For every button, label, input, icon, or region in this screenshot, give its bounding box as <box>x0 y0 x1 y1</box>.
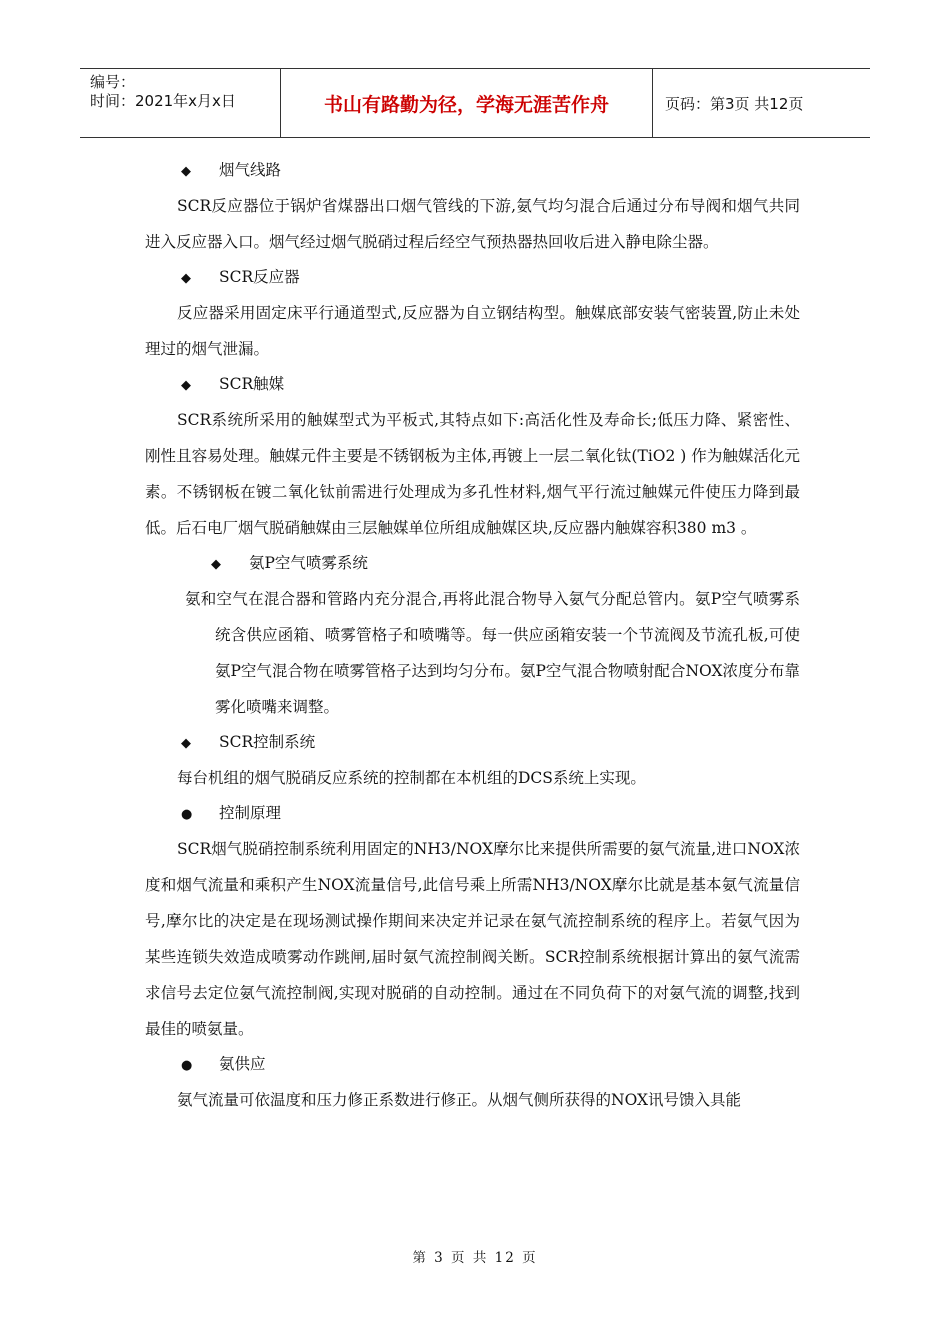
diamond-bullet-icon: ◆ <box>181 736 191 751</box>
heading-text: SCR控制系统 <box>219 733 316 751</box>
heading-text: SCR触媒 <box>219 375 285 393</box>
paragraph: SCR系统所采用的触媒型式为平板式,其特点如下:高活化性及寿命长;低压力降、紧密性、刚性且容易处理。触媒元件主要是不锈钢板为主体,再镀上一层二氧化钛(TiO2 ) 作为触媒活化元素。不锈钢板在镀二氧化钛前需进行处理成为多孔性材料,烟气平行流过触媒元件使压力降到最低。后石电厂烟气脱硝触媒由三层触媒单位所组成触媒区块,反应器内触媒容积380 m3 。 <box>145 411 800 537</box>
paragraph: 氨和空气在混合器和管路内充分混合,再将此混合物导入氨气分配总管内。氨P空气喷雾系统含供应函箱、喷雾管格子和喷嘴等。每一供应函箱安装一个节流阀及节流孔板,可使氨P空气混合物在喷雾管格子达到均匀分布。氨P空气混合物喷射配合NOX浓度分布靠雾化喷嘴来调整。 <box>185 590 800 716</box>
section-heading <box>145 725 800 760</box>
heading-text: 氨供应 <box>219 1055 266 1073</box>
header-page-info: 页码：第3页 共12页 <box>665 94 804 113</box>
heading-text: 控制原理 <box>219 804 282 822</box>
section-heading <box>145 260 800 295</box>
diamond-bullet-icon: ◆ <box>181 271 191 286</box>
header-meta <box>80 69 281 137</box>
dot-bullet-icon: ● <box>181 1058 193 1073</box>
diamond-bullet-icon: ◆ <box>181 378 191 393</box>
section-heading <box>145 796 800 831</box>
section-heading <box>145 546 800 581</box>
section-heading <box>145 1047 800 1082</box>
diamond-bullet-icon: ◆ <box>211 557 221 572</box>
page-header <box>80 68 870 138</box>
section-heading <box>145 153 800 188</box>
header-motto: 书山有路勤为径，学海无涯苦作舟 <box>281 69 653 137</box>
section-heading <box>145 367 800 402</box>
document-number-label: 编号： <box>90 73 136 91</box>
paragraph: SCR反应器位于锅炉省煤器出口烟气管线的下游,氨气均匀混合后通过分布导阀和烟气共同进入反应器入口。烟气经过烟气脱硝过程后经空气预热器热回收后进入静电除尘器。 <box>145 197 800 251</box>
paragraph: 反应器采用固定床平行通道型式,反应器为自立钢结构型。触媒底部安装气密装置,防止未处理过的烟气泄漏。 <box>145 304 800 358</box>
paragraph: SCR烟气脱硝控制系统利用固定的NH3/NOX摩尔比来提供所需要的氨气流量,进口NOX浓度和烟气流量和乘积产生NOX流量信号,此信号乘上所需NH3/NOX摩尔比就是基本氨气流量信号,摩尔比的决定是在现场测试操作期间来决定并记录在氨气流控制系统的程序上。若氨气因为某些连锁失效造成喷雾动作跳闸,届时氨气流控制阀关断。SCR控制系统根据计算出的氨气流需求信号去定位氨气流控制阀,实现对脱硝的自动控制。通过在不同负荷下的对氨气流的调整,找到最佳的喷氨量。 <box>145 840 800 1038</box>
heading-text: 氨P空气喷雾系统 <box>249 554 368 572</box>
diamond-bullet-icon: ◆ <box>181 164 191 179</box>
paragraph: 每台机组的烟气脱硝反应系统的控制都在本机组的DCS系统上实现。 <box>177 769 646 787</box>
document-body <box>145 153 800 1118</box>
dot-bullet-icon: ● <box>181 807 193 822</box>
page-footer: 第 3 页 共 12 页 <box>412 1250 538 1266</box>
paragraph: 氨气流量可依温度和压力修正系数进行修正。从烟气侧所获得的NOX讯号馈入具能 <box>177 1091 742 1109</box>
heading-text: 烟气线路 <box>219 161 282 179</box>
heading-text: SCR反应器 <box>219 268 300 286</box>
document-date: 时间：2021年x月x日 <box>90 92 236 110</box>
